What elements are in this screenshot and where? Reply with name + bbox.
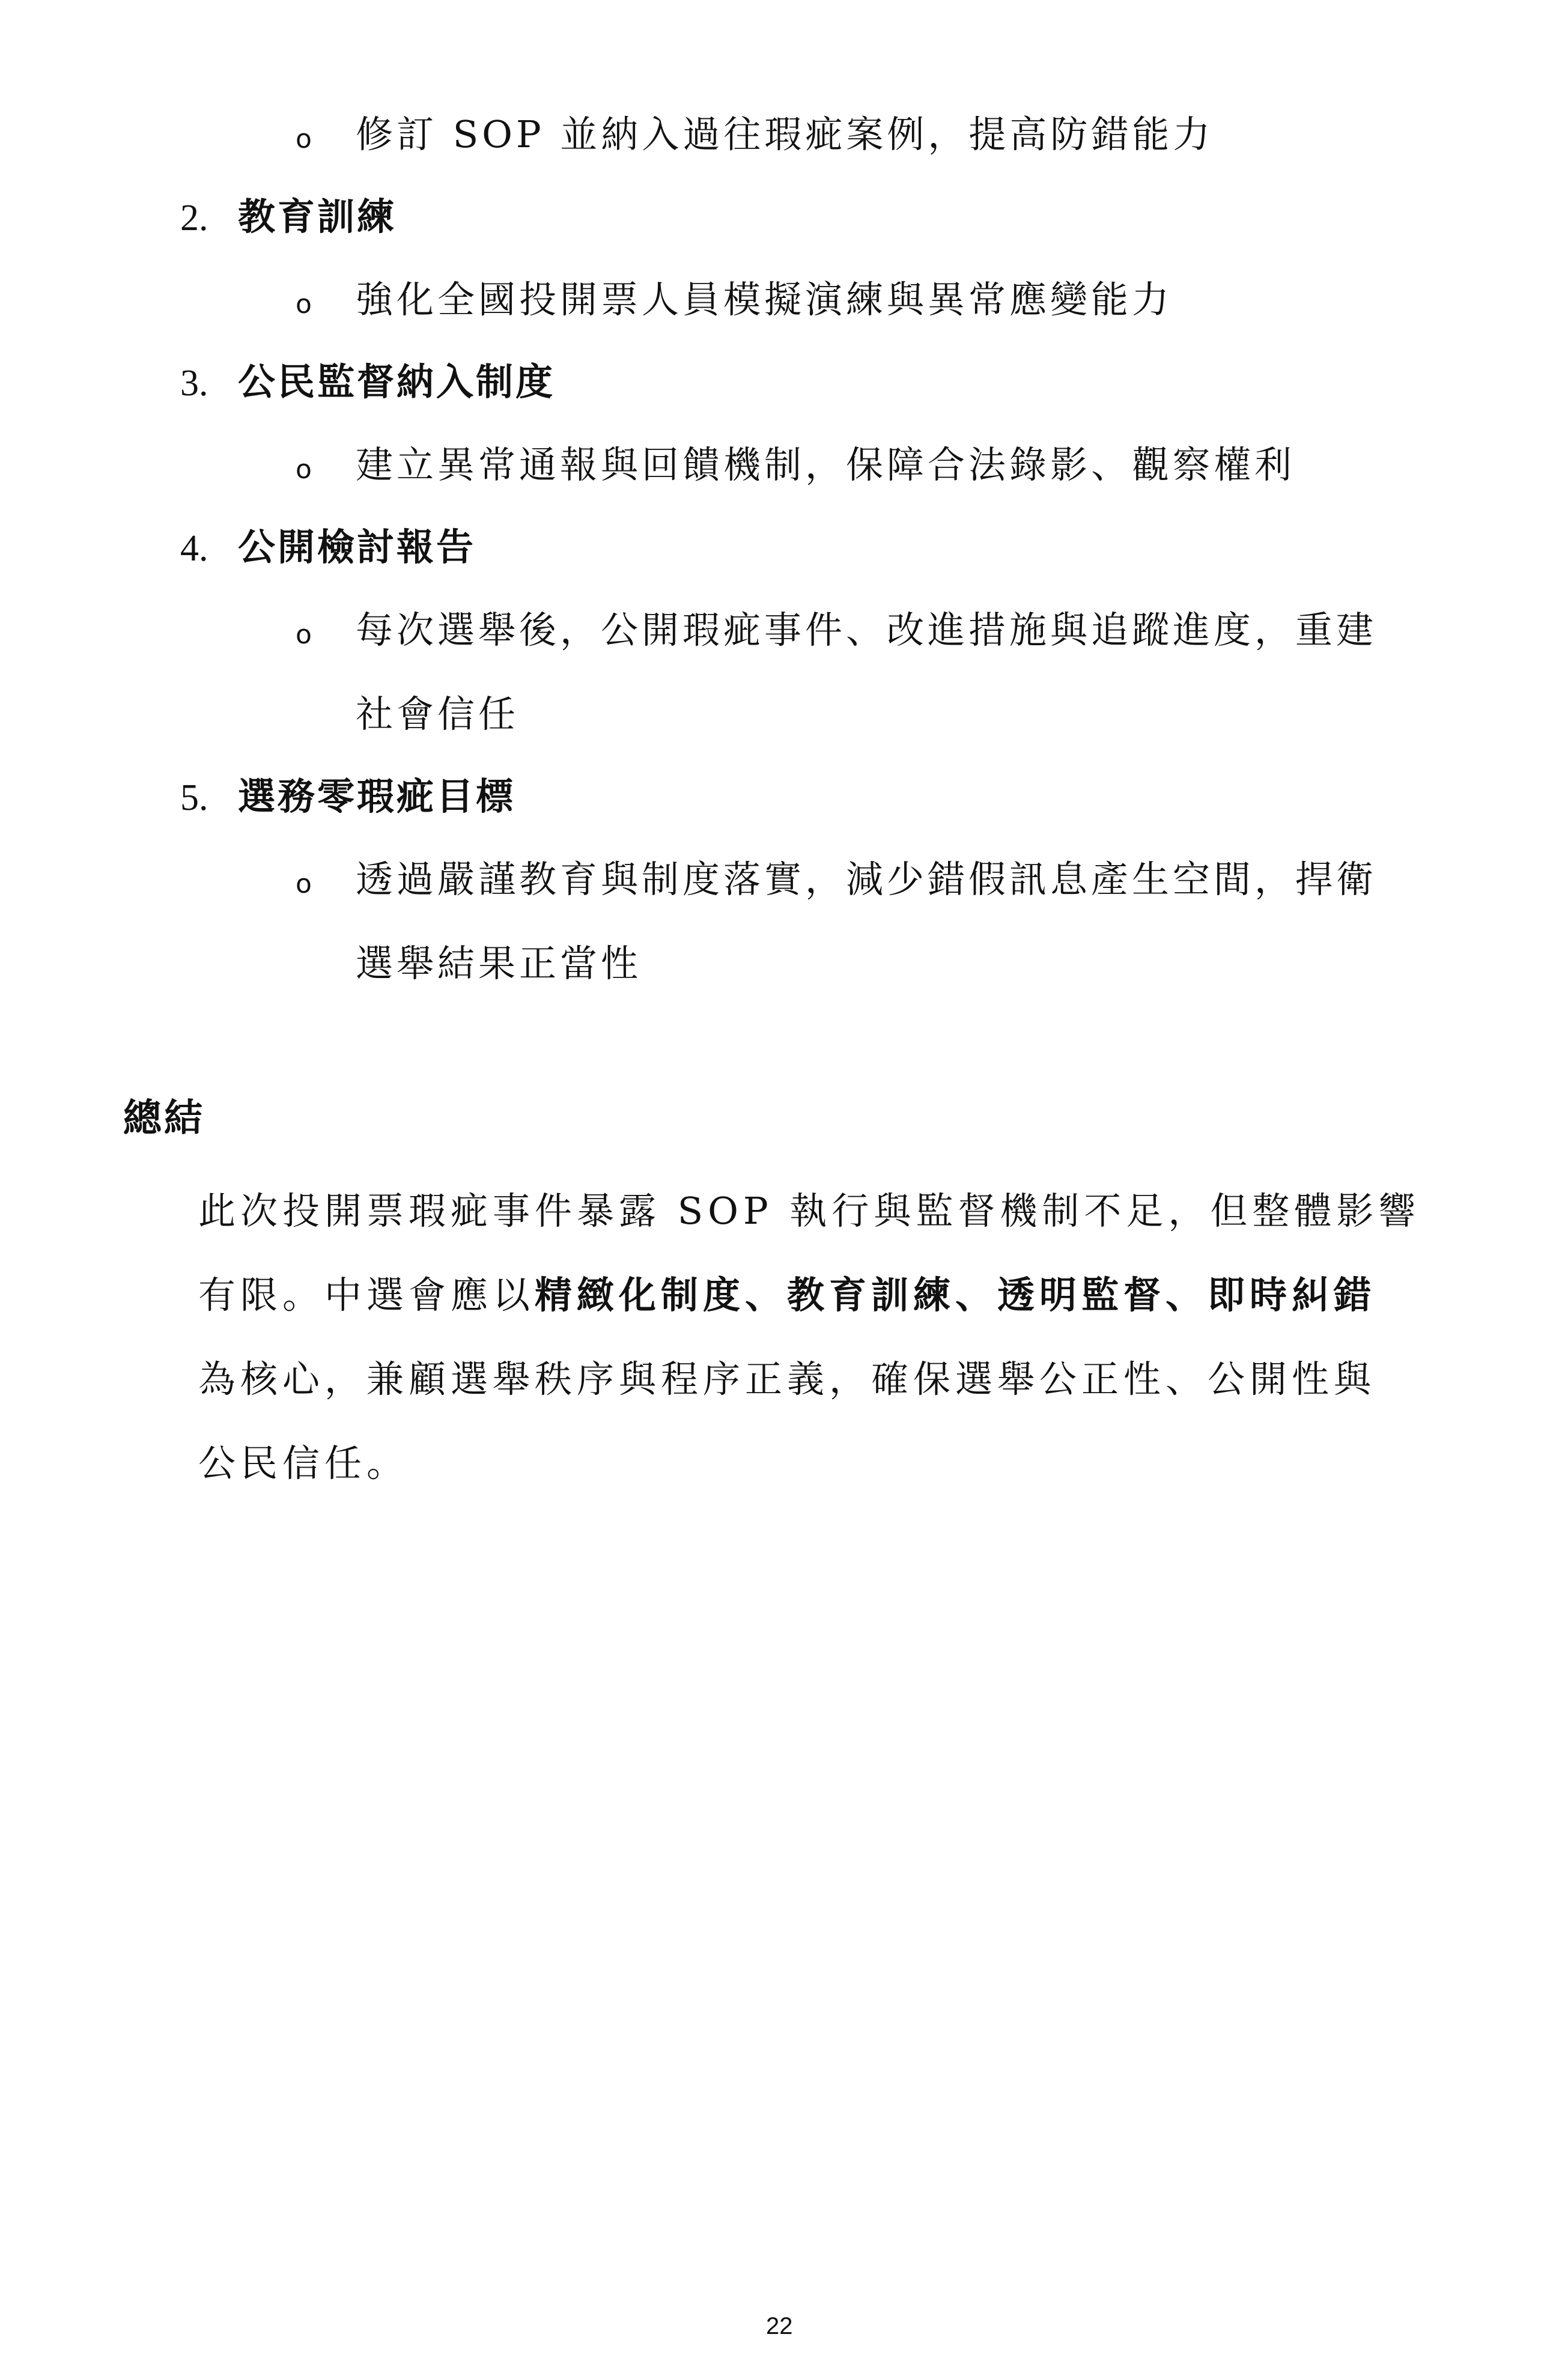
list-item-number: 4. xyxy=(180,528,208,569)
summary-paragraph-line: 此次投開票瑕疵事件暴露 SOP 執行與監督機制不足，但整體影響 xyxy=(198,1189,1421,1233)
bullet-text: 強化全國投開票人員模擬演練與異常應變能力 xyxy=(356,278,1173,321)
bullet-marker: o xyxy=(296,869,312,899)
summary-paragraph-line: 公民信任。 xyxy=(198,1441,409,1485)
bullet-text: 建立異常通報與回饋機制，保障合法錄影、觀察權利 xyxy=(356,443,1296,487)
list-item-number: 3. xyxy=(180,363,208,404)
bullet-text: 修訂 SOP 並納入過往瑕疵案例，提高防錯能力 xyxy=(356,112,1214,156)
summary-paragraph-line: 為核心，兼顧選舉秩序與程序正義，確保選舉公正性、公開性與 xyxy=(198,1357,1376,1401)
section-title-summary: 總結 xyxy=(123,1096,205,1141)
list-item-number: 5. xyxy=(180,777,208,818)
page-number: 22 xyxy=(766,2313,793,2339)
bullet-text: 每次選舉後，公開瑕疵事件、改進措施與追蹤進度，重建 xyxy=(356,608,1378,652)
summary-text: 有限。中選會應以 xyxy=(198,1273,535,1317)
bullet-marker: o xyxy=(296,124,312,154)
bullet-text-continued: 社會信任 xyxy=(356,692,520,736)
summary-emphasis: 精緻化制度、教育訓練、透明監督、即時糾錯 xyxy=(535,1273,1376,1317)
list-item-title: 選務零瑕疵目標 xyxy=(238,774,516,818)
bullet-marker: o xyxy=(296,454,312,485)
summary-paragraph-line xyxy=(198,1273,1376,1317)
list-item-title: 公民監督納入制度 xyxy=(238,360,556,404)
list-item-title: 公開檢討報告 xyxy=(238,525,476,569)
list-item-number: 2. xyxy=(180,198,208,239)
bullet-text: 透過嚴謹教育與制度落實，減少錯假訊息產生空間，捍衛 xyxy=(356,857,1378,901)
bullet-text-continued: 選舉結果正當性 xyxy=(356,941,642,985)
bullet-marker: o xyxy=(296,289,312,320)
list-item-title: 教育訓練 xyxy=(238,195,397,239)
bullet-marker: o xyxy=(296,619,312,650)
